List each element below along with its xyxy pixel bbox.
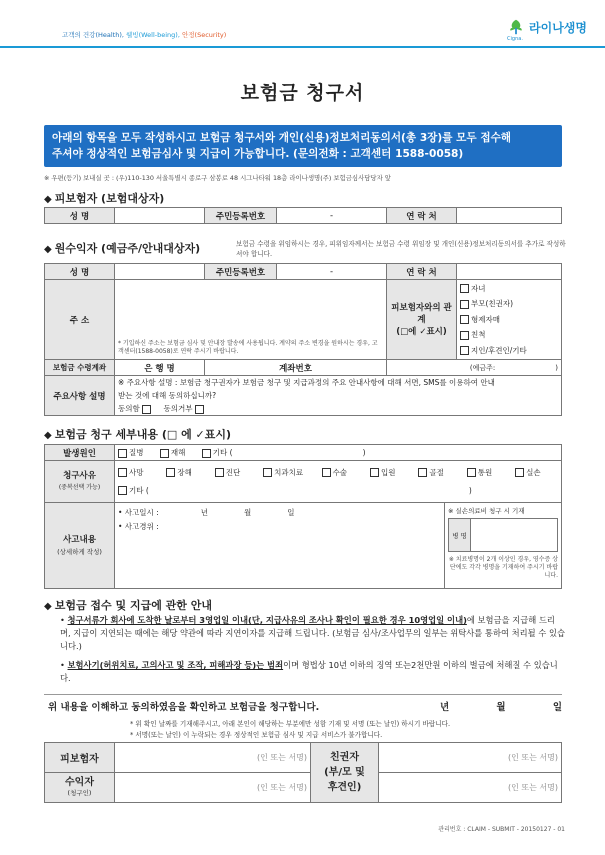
notes-text: ※ 주요사항 설명 : 보험금 청구권자가 보험금 청구 및 지급과정의 주요 안내사항에 대해 서면, SMS를 이용하여 안내 받는 것에 대해 동의하십니까? — [118, 378, 495, 400]
label-rrn: 주민등록번호 — [205, 208, 277, 224]
section-beneficiary: ◆ 원수익자 (예금주/안내대상자) — [44, 242, 201, 255]
top-bar — [0, 0, 605, 48]
guide-paragraph-1: • 청구서류가 회사에 도착한 날로부터 3영업일 이내(단, 지급사유의 조사나 확인이 필요한 경우 10영업일 이내)에 보험금을 지급해 드리며, 지급이 지연되는 때에는 해당 약관에 따라 지연이자를 지급해 드립니다. (보험금 심사/조사업무의 일부는 위탁사를 통하여 처리될 수 있습니다.) — [60, 615, 565, 651]
checkbox[interactable] — [118, 486, 127, 495]
checkbox[interactable] — [160, 449, 169, 458]
reason-option[interactable]: 입원 — [370, 464, 416, 482]
reason-option[interactable]: 장해 — [166, 464, 212, 482]
label-name: 성 명 — [45, 264, 115, 280]
tagline: 고객의 건강(Health), 웰빙(Well-being), 안정(Security) — [62, 31, 227, 39]
checkbox[interactable] — [118, 468, 127, 477]
label-rrn: 주민등록번호 — [205, 264, 277, 280]
claim-table — [44, 444, 562, 589]
label-guardian-sign: 친권자 (부/모 및 후견인) — [311, 743, 379, 803]
post-address: ※ 우편(등기) 보내실 곳 : (우)110-130 서울특별시 종로구 삼봉로 48 시그나타워 18층 라이나생명(주) 보험금심사담당자 앞 — [44, 174, 391, 182]
insured-contact-field[interactable] — [457, 208, 562, 224]
section-guide: ◆ 보험금 접수 및 지급에 관한 안내 — [44, 599, 212, 612]
beneficiary-table — [44, 263, 562, 416]
notes-cell — [115, 376, 562, 416]
label-beneficiary-sign: 수익자 (청구인) — [45, 773, 115, 803]
section-insured: ◆ 피보험자 (보험대상자) — [44, 192, 165, 205]
account-holder-field[interactable]: (예금주: ) — [387, 360, 562, 376]
loss-cell — [445, 503, 562, 589]
checkbox[interactable] — [418, 468, 427, 477]
accident-detail-field[interactable]: • 사고일시 : 년 월 일 • 사고경위 : — [115, 503, 445, 589]
reason-option[interactable]: 사망 — [118, 464, 164, 482]
insured-name-field[interactable] — [115, 208, 205, 224]
checkbox[interactable] — [460, 331, 469, 340]
cause-accident[interactable]: 재해 — [160, 448, 186, 457]
diamond-icon: ◆ — [44, 194, 52, 205]
label-address: 주 소 — [45, 280, 115, 360]
disagree-option[interactable]: 동의거부 — [164, 404, 206, 413]
reason-option[interactable]: 진단 — [215, 464, 261, 482]
checkbox[interactable] — [118, 449, 127, 458]
relation-option[interactable]: 지인/후견인/기타 — [460, 343, 558, 359]
relation-option[interactable]: 친척 — [460, 327, 558, 343]
cause-other[interactable]: 기타 ( ) — [202, 448, 366, 457]
confirm-date[interactable]: 년 월 일 — [440, 702, 562, 713]
tree-logo-icon — [507, 18, 525, 36]
beneficiary-contact-field[interactable] — [457, 264, 562, 280]
label-reason: 청구사유 (중복선택 가능) — [45, 461, 115, 503]
reason-option[interactable]: 실손 — [515, 464, 555, 482]
insured-sign-field[interactable]: (인 또는 서명) — [115, 743, 311, 773]
checkbox[interactable] — [467, 468, 476, 477]
reason-option[interactable]: 치과치료 — [263, 464, 319, 482]
cause-options — [115, 445, 562, 461]
relation-option[interactable]: 형제자매 — [460, 312, 558, 328]
company-logo — [507, 18, 587, 42]
reason-option[interactable]: 수술 — [322, 464, 368, 482]
label-contact: 연 락 처 — [387, 208, 457, 224]
checkbox[interactable] — [460, 284, 469, 293]
label-name: 성 명 — [45, 208, 115, 224]
guardian-sign-field-2[interactable]: (인 또는 서명) — [379, 773, 562, 803]
beneficiary-rrn-field[interactable]: - — [277, 264, 387, 280]
checkbox[interactable] — [263, 468, 272, 477]
checkbox[interactable] — [142, 405, 151, 414]
checkbox[interactable] — [215, 468, 224, 477]
reason-options — [115, 461, 562, 503]
checkbox[interactable] — [460, 346, 469, 355]
label-cause: 발생원인 — [45, 445, 115, 461]
hospital-note: ※ 치료병명이 2개 이상인 경우, 영수증 상단에도 각각 병명을 기재하여 주시기 바랍니다. — [448, 556, 558, 579]
checkbox[interactable] — [166, 468, 175, 477]
reason-option[interactable]: 통원 — [467, 464, 513, 482]
guardian-sign-field-1[interactable]: (인 또는 서명) — [379, 743, 562, 773]
logo-sub: Cigna. — [507, 36, 523, 42]
confirm-note-2: * 서명(또는 날인) 이 누락되는 경우 정상적인 보험금 심사 및 지급 서비스가 불가합니다. — [130, 731, 383, 739]
insured-table — [44, 207, 562, 224]
diamond-icon: ◆ — [44, 601, 52, 612]
label-contact: 연 락 처 — [387, 264, 457, 280]
label-insured-sign: 피보험자 — [45, 743, 115, 773]
label-accident: 사고내용 (상세하게 작성) — [45, 503, 115, 589]
checkbox[interactable] — [460, 315, 469, 324]
label-relation: 피보험자와의 관계 (□에 ✓표시) — [387, 280, 457, 360]
confirm-text: 위 내용을 이해하고 동의하였음을 확인하고 보험금을 청구합니다. — [48, 702, 320, 713]
checkbox[interactable] — [460, 300, 469, 309]
label-hospital: 병 명 — [449, 519, 471, 551]
address-field[interactable] — [115, 280, 387, 360]
loss-note: ※ 실손의료비 청구 시 기재 — [448, 507, 525, 515]
checkbox[interactable] — [322, 468, 331, 477]
label-notes: 주요사항 설명 — [45, 376, 115, 416]
notice-banner: 아래의 항목을 모두 작성하시고 보험금 청구서와 개인(신용)정보처리동의서(총 3장)를 모두 접수해 주셔야 정상적인 보험금심사 및 지급이 가능합니다. (문의전화 : 고객센터 1588-0058) — [44, 125, 562, 167]
beneficiary-name-field[interactable] — [115, 264, 205, 280]
agree-option[interactable]: 동의함 — [118, 404, 153, 413]
relation-option[interactable]: 부모(친권자) — [460, 296, 558, 312]
guide-paragraph-2: • 보험사기(허위치료, 고의사고 및 조작, 피해과장 등)는 범죄이며 형법상 10년 이하의 징역 또는2천만원 이하의 벌금에 처해질 수 있습니다. — [60, 660, 558, 683]
label-bank: 은 행 명 — [115, 360, 205, 376]
diamond-icon: ◆ — [44, 430, 52, 441]
reason-option[interactable]: 골절 — [418, 464, 464, 482]
confirm-note-1: * 위 확인 날짜를 기재해주시고, 아래 본인이 해당하는 부분에만 성함 기재 및 서명 (또는 날인) 하시기 바랍니다. — [130, 720, 451, 728]
confirm-divider — [44, 694, 562, 695]
label-account: 보험금 수령계좌 — [45, 360, 115, 376]
checkbox[interactable] — [370, 468, 379, 477]
section-claim: ◆ 보험금 청구 세부내용 (□ 에 ✓표시) — [44, 428, 232, 441]
checkbox[interactable] — [202, 449, 211, 458]
diamond-icon: ◆ — [44, 244, 52, 255]
cause-disease[interactable]: 질병 — [118, 448, 144, 457]
relation-option[interactable]: 자녀 — [460, 281, 558, 297]
address-note: * 기입하신 주소는 보험금 심사 및 안내장 발송에 사용됩니다. 계약의 주소 변경을 원하시는 경우, 고객센터(1588-0058)로 연락 주시기 바랍니다. — [118, 340, 378, 355]
checkbox[interactable] — [515, 468, 524, 477]
label-acct-no: 계좌번호 — [205, 360, 387, 376]
checkbox[interactable] — [195, 405, 204, 414]
beneficiary-sign-field[interactable]: (인 또는 서명) — [115, 773, 311, 803]
logo-brand: 라이나생명 — [529, 20, 587, 35]
hospital-box[interactable] — [448, 518, 558, 552]
signature-table — [44, 742, 562, 803]
relation-options — [457, 280, 562, 360]
beneficiary-guide: 보험금 수령을 위임하시는 경우, 피위임자께서는 보험금 수령 위임장 및 개인(신용)정보처리동의서를 추가로 작성하셔야 합니다. — [236, 240, 566, 258]
insured-rrn-field[interactable]: - — [277, 208, 387, 224]
footer-code: 관리번호 : CLAIM - SUBMIT - 20150127 - 01 — [438, 826, 565, 833]
reason-other[interactable]: 기타 ( ) — [118, 482, 558, 500]
page-title: 보험금 청구서 — [240, 82, 365, 104]
